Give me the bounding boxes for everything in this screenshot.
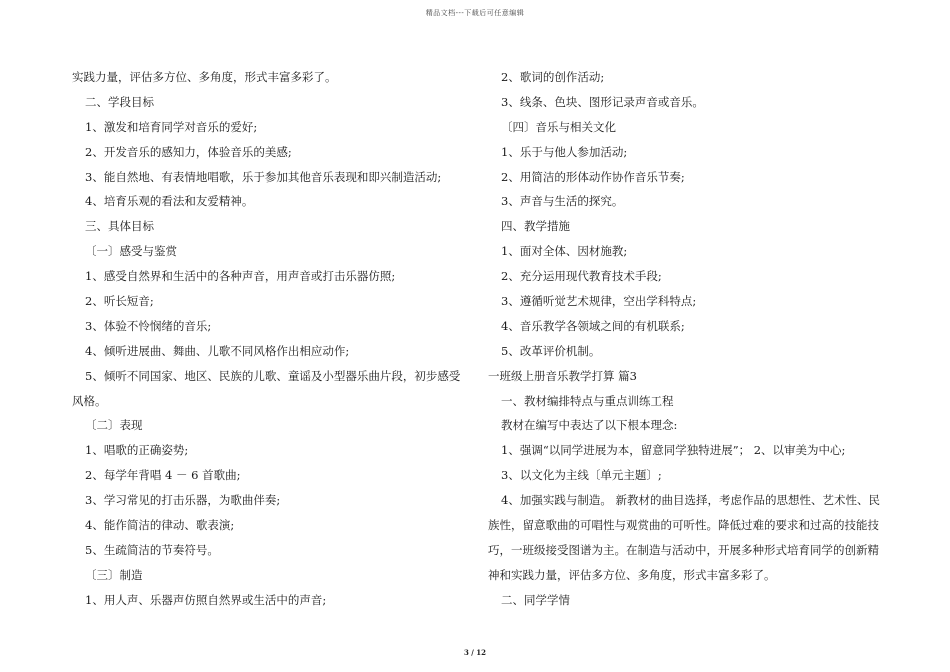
text-line: 1、激发和培育同学对音乐的爱好;	[85, 119, 258, 134]
text-line: 1、乐于与他人参加活动;	[501, 144, 628, 159]
text-line: 5、生疏简洁的节奏符号。	[85, 542, 219, 557]
text-line: 2、用简洁的形体动作协作音乐节奏;	[501, 169, 685, 184]
text-line: 2、每学年背唱 4 － 6 首歌曲;	[85, 468, 241, 483]
text-line: 3、以文化为主线〔单元主题〕;	[501, 468, 662, 483]
text-line: 〔一〕感受与鉴赏	[85, 244, 177, 259]
text-line: 3、遵循听觉艺术规律，空出学科特点;	[501, 294, 697, 309]
left-column	[72, 65, 482, 613]
page-number: 3 / 12	[463, 648, 487, 657]
text-line: 1、唱歌的正确姿势;	[85, 443, 189, 458]
text-line: 4、倾听进展曲、舞曲、儿歌不同风格作出相应动作;	[85, 343, 350, 358]
page-header: 精品文档---下载后可任意编辑	[425, 9, 525, 17]
text-line: 5、改革评价机制。	[501, 343, 601, 358]
text-line: 3、体验不怜悯绪的音乐;	[85, 318, 212, 333]
text-line: 四、教学措施	[501, 219, 570, 234]
text-line: 2、歌词的创作活动;	[501, 70, 605, 84]
text-line: 实践力量，评估多方位、多角度，形式丰富多彩了。	[72, 70, 337, 84]
text-line: 〔四〕音乐与相关文化	[501, 119, 616, 134]
text-line: 1、用人声、乐器声仿照自然界或生活中的声音;	[85, 592, 327, 607]
text-line: 〔三〕制造	[85, 567, 143, 582]
text-line: 1、强调“以同学进展为本，留意同学独特进展”； 2、以审美为中心;	[501, 443, 846, 458]
text-line: 三、具体目标	[85, 219, 154, 234]
text-line: 巧，一班级接受图谱为主。在制造与活动中，开展多种形式培育同学的创新精	[488, 542, 879, 557]
text-line: 神和实践力量，评估多方位、多角度，形式丰富多彩了。	[488, 567, 776, 582]
text-line: 4、加强实践与制造。 新教材的曲目选择，考虑作品的思想性、艺术性、民	[501, 493, 880, 508]
text-line: 3、线条、色块、图形记录声音或音乐。	[501, 94, 704, 109]
text-line: 3、能自然地、有表情地唱歌，乐于参加其他音乐表现和即兴制造活动;	[85, 169, 442, 184]
text-line: 2、充分运用现代教育技术手段;	[501, 269, 662, 284]
text-line: 族性，留意歌曲的可唱性与观赏曲的可听性。降低过难的要求和过高的技能技	[488, 518, 879, 533]
text-line: 4、能作简洁的律动、歌表演;	[85, 518, 235, 533]
text-line: 一班级上册音乐教学打算 篇3	[488, 368, 637, 383]
text-line: 3、声音与生活的探究。	[501, 194, 624, 209]
text-line: 3、学习常见的打击乐器，为歌曲伴奏;	[85, 493, 281, 508]
text-line: 二、同学学情	[501, 592, 570, 607]
text-line: 〔二〕表现	[85, 418, 143, 433]
text-line: 2、听长短音;	[85, 294, 154, 309]
right-column	[488, 65, 888, 613]
text-line: 4、培育乐观的看法和友爱精神。	[85, 194, 254, 209]
text-line: 4、音乐教学各领域之间的有机联系;	[501, 318, 685, 333]
text-line: 1、面对全体、因材施教;	[501, 244, 628, 259]
text-line: 一、教材编排特点与重点训练工程	[501, 393, 674, 408]
text-line: 5、倾听不同国家、地区、民族的儿歌、童谣及小型器乐曲片段，初步感受	[85, 368, 461, 383]
text-line: 教材在编写中表达了以下根本理念:	[501, 418, 678, 433]
text-line: 二、学段目标	[85, 94, 154, 109]
text-line: 1、感受自然界和生活中的各种声音，用声音或打击乐器仿照;	[85, 269, 396, 284]
text-line: 风格。	[72, 393, 107, 408]
text-line: 2、开发音乐的感知力，体验音乐的美感;	[85, 144, 292, 159]
